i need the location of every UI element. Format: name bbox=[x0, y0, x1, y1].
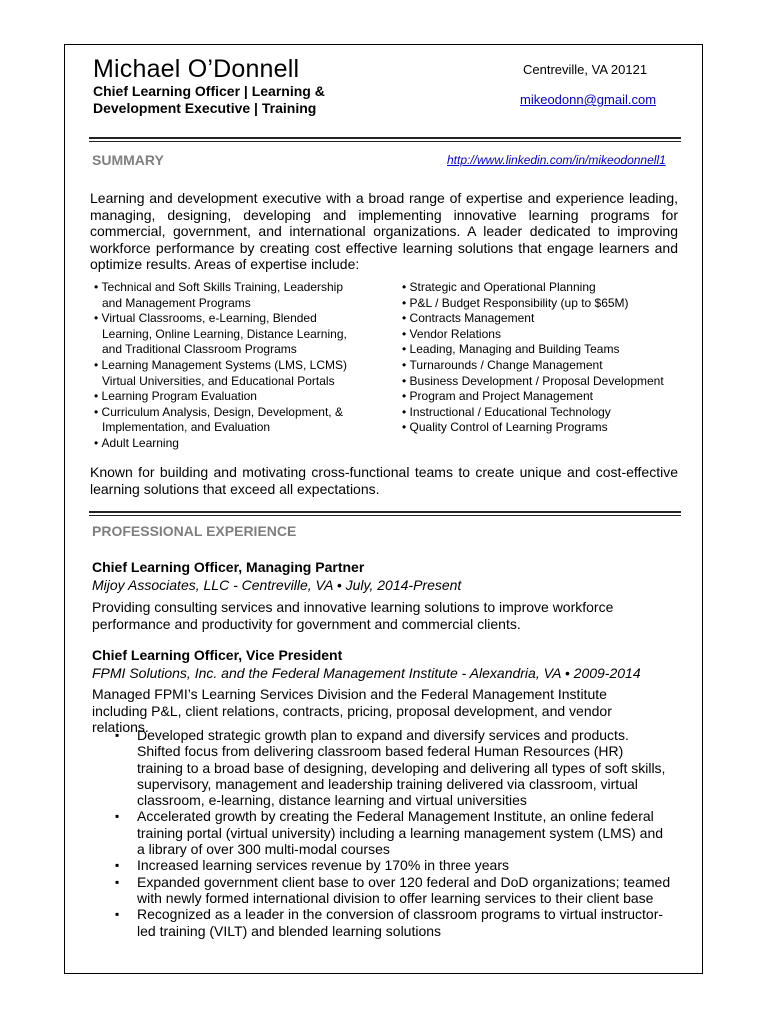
list-item: • Technical and Soft Skills Training, Leadership and Management Programs bbox=[90, 280, 365, 311]
list-item: ▪ Accelerated growth by creating the Federal Management Institute, an online federal training portal (virtual university) including a learning management system (LMS) and a library of over 300 multi-modal courses bbox=[115, 808, 671, 857]
contact-location: Centreville, VA 20121 bbox=[523, 62, 648, 77]
list-item: • Strategic and Operational Planning bbox=[398, 280, 688, 296]
list-item: • P&L / Budget Responsibility (up to $65M) bbox=[398, 296, 688, 312]
job-description: Providing consulting services and innovative learning solutions to improve workforce performance and productivity for government and commercial clients. bbox=[92, 599, 614, 632]
list-item: • Curriculum Analysis, Design, Development, & Implementation, and Evaluation bbox=[90, 405, 365, 436]
header-divider bbox=[89, 137, 681, 142]
job-organization: Mijoy Associates, LLC - Centreville, VA • July, 2014-Present bbox=[92, 577, 462, 593]
job-title: Chief Learning Officer, Vice President bbox=[92, 647, 343, 663]
summary-closing: Known for building and motivating cross-functional teams to create unique and cost-effective learning solutions that exceed all expectations. bbox=[90, 464, 678, 497]
list-item: • Instructional / Educational Technology bbox=[398, 405, 688, 421]
section-divider bbox=[89, 511, 681, 516]
list-item: • Virtual Classrooms, e-Learning, Blended Learning, Online Learning, Distance Learning, and Traditional Classroom Programs bbox=[90, 311, 365, 358]
list-item: ▪ Recognized as a leader in the conversion of classroom programs to virtual instructor-led training (VILT) and blended learning solutions bbox=[115, 906, 671, 939]
candidate-title: Chief Learning Officer | Learning & Development Executive | Training bbox=[93, 83, 325, 116]
list-item: • Leading, Managing and Building Teams bbox=[398, 342, 688, 358]
candidate-name: Michael O’Donnell bbox=[93, 55, 300, 83]
list-item: ▪ Developed strategic growth plan to expand and diversify services and products. Shifted focus from delivering classroom based federal Human Resources (HR) training to a broad base of designing, developing and delivering all types of soft skills, supervisory, management and leadership training delivered via classroom, virtual classroom, e-learning, distance learning and virtual universities bbox=[115, 727, 671, 808]
list-item: • Turnarounds / Change Management bbox=[398, 358, 688, 374]
summary-intro: Learning and development executive with a broad range of expertise and experience leading, managing, designing, developing and implementing innovative learning programs for commercial, government, and international organizations. A leader dedicated to improving workforce performance by creating cost effective learning solutions that engage learners and optimize results. Areas of expertise include: bbox=[90, 190, 678, 272]
expertise-list-right bbox=[398, 280, 688, 436]
job-organization: FPMI Solutions, Inc. and the Federal Management Institute - Alexandria, VA • 2009-2014 bbox=[92, 665, 641, 681]
list-item: • Learning Program Evaluation bbox=[90, 389, 365, 405]
list-item: • Learning Management Systems (LMS, LCMS) Virtual Universities, and Educational Portals bbox=[90, 358, 365, 389]
list-item: • Business Development / Proposal Development bbox=[398, 374, 688, 390]
list-item: • Contracts Management bbox=[398, 311, 688, 327]
list-item: • Program and Project Management bbox=[398, 389, 688, 405]
experience-heading: PROFESSIONAL EXPERIENCE bbox=[92, 523, 297, 539]
linkedin-link[interactable]: http://www.linkedin.com/in/mikeodonnell1 bbox=[447, 153, 666, 167]
expertise-list-left bbox=[90, 280, 365, 452]
job-achievements-list bbox=[115, 727, 671, 939]
resume-page bbox=[64, 44, 703, 974]
summary-heading: SUMMARY bbox=[92, 152, 164, 168]
list-item: • Adult Learning bbox=[90, 436, 365, 452]
job-description: Managed FPMI’s Learning Services Division and the Federal Management Institute including P&L, client relations, contracts, pricing, proposal development, and vendor relations. bbox=[92, 686, 612, 735]
list-item: • Vendor Relations bbox=[398, 327, 688, 343]
list-item: • Quality Control of Learning Programs bbox=[398, 420, 688, 436]
contact-email-link[interactable]: mikeodonn@gmail.com bbox=[520, 92, 657, 107]
list-item: ▪ Increased learning services revenue by 170% in three years bbox=[115, 857, 671, 873]
list-item: ▪ Expanded government client base to over 120 federal and DoD organizations; teamed with newly formed international division to offer learning services to their client base bbox=[115, 874, 671, 907]
job-title: Chief Learning Officer, Managing Partner bbox=[92, 559, 365, 575]
